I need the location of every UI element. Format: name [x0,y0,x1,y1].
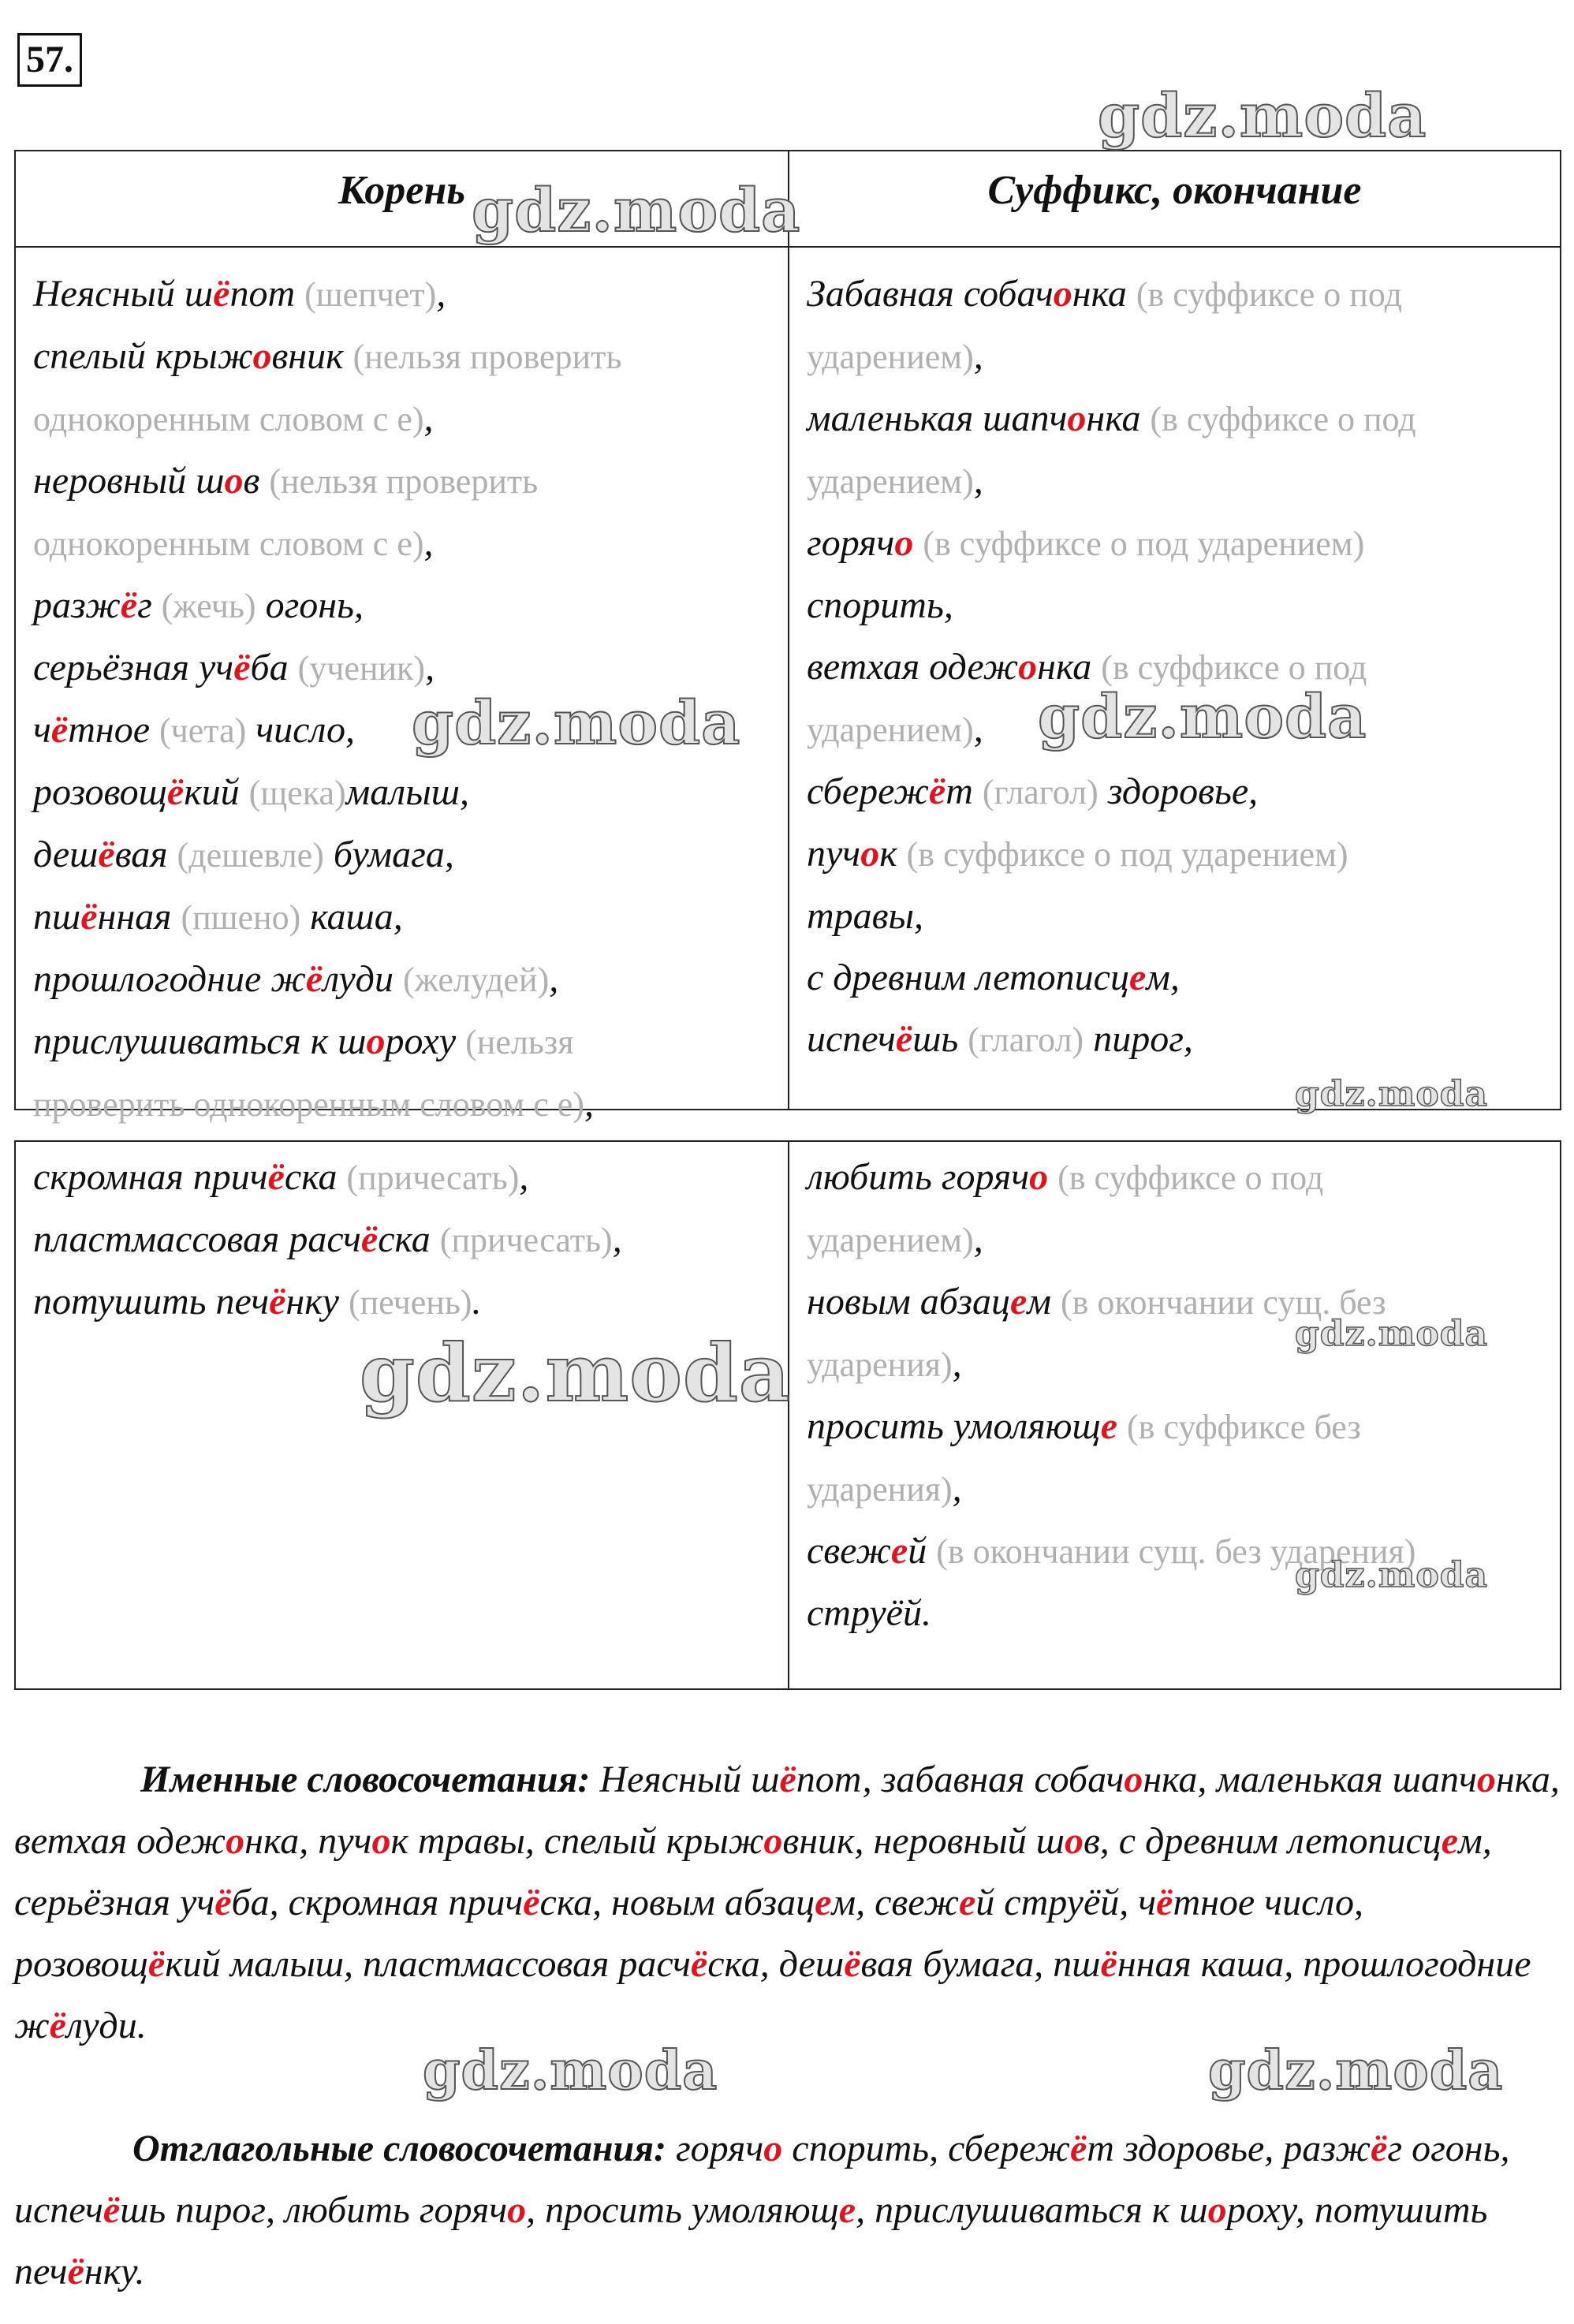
text-run: , [973,1218,983,1260]
word-line [807,388,1542,450]
text-run: нка [1086,397,1151,439]
watermark: gdz.moda [1295,1314,1489,1354]
highlighted-letter: о [1207,2189,1227,2231]
word-line [33,450,770,513]
watermark: gdz.moda [423,2039,718,2102]
watermark: gdz.moda [1098,80,1427,151]
suffix-header: Суффикс, окончание [789,151,1560,248]
highlighted-letter: ё [305,958,323,1000]
text-run: луди [323,958,403,1000]
text-run: , [425,647,435,688]
text-run: ветхая одеж [807,646,1019,688]
text-run: с древним летописц [807,957,1129,998]
explanation-note: (жечь) [161,587,256,625]
highlighted-letter: ё [50,709,69,751]
explanation-note: (в суффиксе о под [1150,400,1416,438]
word-line [807,761,1542,823]
text-run: бумага, [323,834,454,875]
highlighted-letter: ё [214,1882,232,1923]
text-run: , [952,1468,962,1509]
spelling-table [14,150,1561,1125]
text-run: нка, маленькая шапч [1143,1759,1477,1800]
text-run: Неясный ш [33,273,214,315]
explanation-note: (нельзя проверить [269,462,539,501]
suffix-column [789,151,1560,1109]
root-cell-continued [16,1142,788,1334]
explanation-note: однокоренным словом с е) [33,524,424,563]
text-run: прислушиваться к ш [33,1020,367,1062]
word-line [33,949,770,1011]
text-run: нку. [84,2251,145,2292]
text-run: м, [1146,957,1180,998]
explanation-note: (в суффиксе без [1127,1408,1361,1446]
watermark: gdz.moda [1038,681,1367,752]
explanation-note: ударением) [807,711,974,749]
text-run: потушить печ [33,1281,270,1322]
text-run: вая бумага, пш [860,1943,1101,1985]
text-run: ска, новым абзац [539,1882,815,1923]
highlighted-letter: ё [233,647,251,688]
text-run: к [879,833,907,875]
text-run: роху [385,1020,466,1062]
text-run: , [952,1343,962,1385]
text-run: м [1027,1281,1061,1322]
explanation-note: (нельзя [465,1023,574,1061]
text-run: нка [1072,273,1136,315]
text-run: вник [271,335,353,377]
text-run: тное число, розовощ [14,1882,1363,1985]
explanation-note: (в окончании сущ. без ударения) [936,1532,1416,1571]
highlighted-letter: ё [523,1882,540,1923]
text-run: спорить, [807,584,953,626]
highlighted-letter: о [894,522,914,564]
text-run: г огонь, испеч [14,2128,1510,2231]
word-line [807,263,1542,326]
text-run: новым абзац [807,1281,1011,1322]
text-run [1048,1156,1057,1198]
explanation-note: (в суффиксе о под ударением) [923,524,1365,563]
highlighted-letter: ё [928,770,946,812]
text-run: пот, забавная собач [796,1759,1125,1800]
text-run: ба [250,647,298,688]
explanation-note: (глагол) [968,1020,1084,1059]
explanation-note: (шепчет) [304,275,437,314]
text-run: струёй. [807,1592,931,1634]
word-line [807,1396,1542,1458]
highlighted-letter: ё [779,1759,796,1800]
explanation-note: ударения) [807,1470,953,1509]
word-line [33,762,770,824]
word-line [33,1209,770,1271]
text-run: ска, деш [707,1943,845,1985]
explanation-note: (печень) [348,1283,472,1322]
text-run: , прислушиваться к ш [856,2189,1208,2231]
text-run: тное [68,709,159,751]
highlighted-letter: ё [1100,1943,1117,1985]
explanation-note: (причесать) [439,1221,613,1259]
highlighted-letter: е [1128,957,1147,998]
text-run: в, с древним летописц [1083,1820,1442,1862]
text-run: серьёзная уч [33,647,234,688]
text-run: пуч [807,833,861,875]
explanation-note: однокоренным словом с е) [33,400,424,438]
text-run: пирог, [1084,1018,1193,1060]
word-line [33,513,770,575]
text-run: травы, [807,895,924,937]
highlighted-letter: ё [166,771,185,813]
word-line [807,823,1542,886]
text-run: горяч [807,522,895,564]
highlighted-letter: ё [895,1018,913,1060]
text-run: сбереж [807,770,929,812]
highlighted-letter: ё [103,2189,121,2231]
explanation-note: (в суффиксе о под [1057,1158,1324,1197]
watermark: gdz.moda [1208,2039,1504,2102]
nominal-phrases-text [14,1759,1560,2046]
highlighted-letter: о [1476,1759,1496,1800]
text-run: маленькая шапч [807,397,1068,439]
text-run: , [436,273,446,315]
text-run: Забавная собач [807,273,1054,315]
nominal-phrases-paragraph [14,1749,1560,2057]
watermark: gdz.moda [472,175,801,245]
word-line [807,1209,1542,1271]
highlighted-letter: о [226,1820,245,1862]
highlighted-letter: е [838,2189,856,2231]
text-run [1117,1405,1127,1447]
text-run: неровный ш [33,460,225,502]
root-column [16,151,789,1125]
verbal-phrases-paragraph [14,2118,1560,2303]
text-run [913,522,923,564]
text-run: огонь, [255,584,364,626]
word-line [807,886,1542,947]
text-run: Неясный ш [590,1759,780,1800]
highlighted-letter: ё [67,2251,84,2292]
text-run: пот [229,273,305,315]
text-run: нку [285,1281,349,1322]
word-line [33,1147,770,1209]
text-run: луди. [65,2005,147,2046]
text-run: здоровье, [1098,770,1259,812]
word-line [33,1073,770,1136]
text-run: в [243,460,270,502]
text-run: вая [114,834,177,875]
text-run: т [946,770,983,812]
highlighted-letter: ё [360,1218,379,1260]
text-run: й струёй, ч [975,1882,1157,1923]
highlighted-letter: о [763,1820,783,1862]
word-line [807,326,1542,388]
text-run: , [423,397,434,439]
text-run: ч [33,709,51,751]
text-run: ба, скромная прич [231,1882,524,1923]
highlighted-letter: о [1064,1820,1084,1862]
text-run: , [612,1218,622,1260]
highlighted-letter: е [815,1882,832,1923]
explanation-note: (глагол) [982,773,1098,811]
text-run: , [584,1083,594,1125]
text-run: , [519,1156,529,1198]
word-line [807,1147,1542,1209]
text-run: г [137,584,162,626]
word-line [807,513,1542,575]
word-line [33,886,770,949]
text-run: каша, [300,896,403,938]
word-line [807,450,1542,513]
highlighted-letter: о [507,2189,527,2231]
highlighted-letter: о [371,1820,391,1862]
text-run: нка, пуч [244,1820,372,1862]
text-run: ска [284,1156,347,1198]
text-run: шь [912,1018,968,1060]
highlighted-letter: ё [690,1943,708,1985]
text-run: шь пирог, любить горяч [120,2189,508,2231]
watermark: gdz.moda [1295,1555,1489,1595]
highlighted-letter: ё [1371,2128,1388,2169]
text-run: , просить умоляющ [526,2189,839,2231]
text-run: вник, неровный ш [782,1820,1065,1862]
explanation-note: (причесать) [346,1158,520,1197]
explanation-note: (дешевле) [177,836,324,875]
highlighted-letter: ё [267,1156,285,1198]
text-run: м, серьёзная уч [14,1820,1492,1923]
text-run: кий [184,771,249,813]
text-run: роху, потушить печ [14,2189,1488,2292]
highlighted-letter: о [1053,273,1072,315]
highlighted-letter: е [958,1882,976,1923]
text-run: просить умоляющ [807,1405,1101,1447]
word-line [33,263,770,326]
suffix-cell [789,248,1560,1071]
highlighted-letter: о [1067,397,1087,439]
text-run: м, свеж [831,1882,959,1923]
text-run: деш [33,834,99,875]
text-run: к травы, спелый крыж [390,1820,764,1862]
text-run: спелый крыж [33,335,253,377]
exercise-number: 57. [17,33,82,87]
text-run: , [973,460,983,502]
highlighted-letter: ё [49,2005,66,2046]
text-run: розовощ [33,771,167,813]
text-run: т здоровье, разж [1087,2128,1371,2169]
highlighted-letter: е [1010,1281,1028,1322]
text-run: свеж [807,1530,891,1572]
word-line [33,326,770,388]
word-line [807,1458,1542,1520]
word-line [33,824,770,886]
highlighted-letter: ё [269,1281,286,1322]
text-run: пластмассовая расч [33,1218,361,1260]
text-run: . [472,1281,482,1322]
text-run: число, [246,709,355,751]
highlighted-letter: о [1029,1156,1049,1198]
text-run: , [549,958,559,1000]
word-line [33,388,770,450]
explanation-note: (в суффиксе о под [1136,275,1402,314]
text-run: горяч [666,2128,764,2169]
text-run: нная каша, прошлогодние ж [14,1943,1531,2046]
explanation-note: ударением) [807,338,974,376]
text-run: кий малыш, пластмассовая расч [165,1943,691,1985]
text-run: , [973,708,983,750]
highlighted-letter: е [890,1530,908,1572]
word-line [33,1011,770,1073]
text-run: испеч [807,1018,896,1060]
verbal-phrases-label: Отглагольные словосочетания: [132,2128,666,2169]
highlighted-letter: е [1100,1405,1117,1447]
text-run: спорить, сбереж [782,2128,1070,2169]
suffix-column-continued [789,1142,1560,1688]
word-line [33,1271,770,1334]
highlighted-letter: ё [147,1943,166,1985]
explanation-note: (пшено) [181,898,301,937]
explanation-note: ударения) [807,1345,953,1384]
word-line [807,1009,1542,1071]
highlighted-letter: о [860,833,880,875]
highlighted-letter: ё [844,1943,861,1985]
root-header: Корень [16,151,788,248]
explanation-note: (в суффиксе о под ударением) [906,835,1348,874]
explanation-note: ударением) [807,462,974,501]
highlighted-letter: ё [120,584,138,626]
nominal-phrases-label: Именные словосочетания: [140,1759,591,1800]
explanation-note: (в окончании сущ. без [1060,1283,1386,1322]
text-run: пш [33,896,81,938]
text-run: нка, ветхая одеж [14,1759,1560,1862]
word-line [807,575,1542,636]
word-line [807,947,1542,1009]
text-run: нная [97,896,181,938]
watermark: gdz.moda [1295,1074,1489,1114]
highlighted-letter: о [763,2128,783,2169]
explanation-note: (ученик) [297,649,426,688]
explanation-note: (нельзя проверить [352,338,622,376]
text-run: й [908,1530,937,1572]
text-run: нка [1037,646,1102,688]
highlighted-letter: о [366,1020,386,1062]
highlighted-letter: е [1441,1820,1459,1862]
text-run: разж [33,584,121,626]
text-run: прошлогодние ж [33,958,306,1000]
text-run: ска [378,1218,440,1260]
highlighted-letter: о [1018,646,1038,688]
text-run: любить горяч [807,1156,1030,1198]
highlighted-letter: ё [80,896,98,938]
watermark: gdz.moda [360,1326,791,1419]
explanation-note: проверить однокоренным словом с е) [33,1085,584,1124]
explanation-note: ударением) [807,1221,974,1259]
text-run: , [423,522,434,564]
highlighted-letter: ё [1156,1882,1173,1923]
highlighted-letter: ё [98,834,115,875]
highlighted-letter: о [224,460,244,502]
explanation-note: (чета) [159,711,247,750]
explanation-note: (желудей) [402,961,550,999]
highlighted-letter: ё [213,273,230,315]
word-line [33,575,770,637]
text-run: , [973,335,983,377]
highlighted-letter: о [252,335,272,377]
explanation-note: (в суффиксе о под [1101,648,1367,687]
highlighted-letter: ё [1069,2128,1087,2169]
text-run: малыш, [345,771,469,813]
highlighted-letter: о [1124,1759,1143,1800]
watermark: gdz.moda [412,688,741,758]
explanation-note: (щека) [248,774,346,812]
text-run: скромная прич [33,1156,268,1198]
